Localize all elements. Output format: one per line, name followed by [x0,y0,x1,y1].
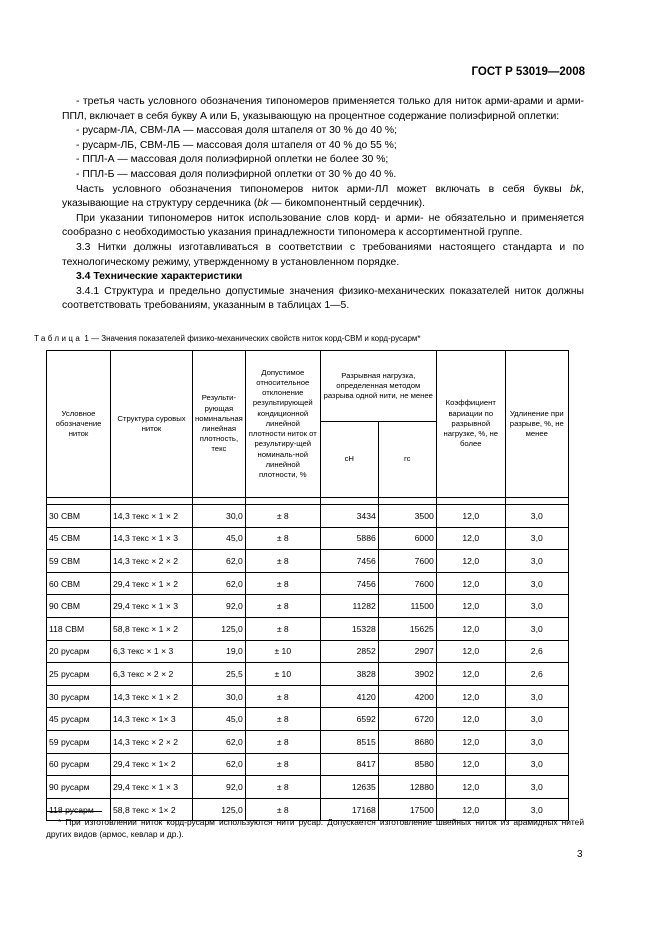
cell-elongation: 3,0 [505,527,568,550]
paragraph-third-part: - третья часть условного обозначения типономеров применяется только для ниток арми-арами и арми-ППЛ, включает в себя букву А или Б, указывающую на процентное содержание полиэфирной оплетки: [62,96,584,122]
cell-elongation: 2,6 [505,663,568,686]
cell-load-cn: 6592 [320,708,378,731]
cell-load-gs: 3500 [378,505,436,528]
cell-load-gs: 15625 [378,617,436,640]
cell-density: 62,0 [193,550,246,573]
table-row [47,595,569,618]
table-row [47,753,569,776]
cell-variation: 12,0 [436,753,505,776]
cell-variation: 12,0 [436,730,505,753]
cell-structure: 14,3 текс × 1 × 2 [111,505,193,528]
cell-variation: 12,0 [436,572,505,595]
cell-variation: 12,0 [436,708,505,731]
cell-elongation: 3,0 [505,708,568,731]
cell-load-gs: 8680 [378,730,436,753]
cell-variation: 12,0 [436,685,505,708]
cell-designation: 30 русарм [47,685,111,708]
cell-load-gs: 7600 [378,572,436,595]
cell-load-gs: 17500 [378,798,436,821]
cell-elongation: 3,0 [505,595,568,618]
cell-designation: 30 СВМ [47,505,111,528]
cell-load-gs: 12880 [378,776,436,799]
cell-deviation: ± 8 [245,595,320,618]
cell-elongation: 3,0 [505,776,568,799]
cell-deviation: ± 8 [245,617,320,640]
header-variation: Коэффициент вариации по разрывной нагрузке, %, не более [436,351,505,498]
cell-designation: 20 русарм [47,640,111,663]
cell-load-cn: 3828 [320,663,378,686]
body-text [62,95,584,314]
footnote-separator [46,811,102,812]
cell-designation: 90 русарм [47,776,111,799]
cell-load-cn: 8417 [320,753,378,776]
cell-deviation: ± 8 [245,527,320,550]
cell-variation: 12,0 [436,776,505,799]
header-designation: Условное обозначение ниток [47,351,111,498]
cell-density: 25,5 [193,663,246,686]
cell-variation: 12,0 [436,550,505,573]
cell-load-cn: 7456 [320,572,378,595]
cell-elongation: 3,0 [505,730,568,753]
cell-designation: 90 СВМ [47,595,111,618]
list-item: - ППЛ-А — массовая доля полиэфирной оплетки не более 30 %; [76,154,389,166]
cell-structure: 58,8 текс × 1× 2 [111,798,193,821]
table-row [47,550,569,573]
cell-elongation: 3,0 [505,572,568,595]
cell-variation: 12,0 [436,663,505,686]
header-load-gs: гс [378,422,436,498]
cell-load-gs: 6000 [378,527,436,550]
cell-designation: 59 СВМ [47,550,111,573]
cell-load-gs: 11500 [378,595,436,618]
cell-load-cn: 11282 [320,595,378,618]
table-row [47,685,569,708]
cell-density: 62,0 [193,572,246,595]
cell-load-cn: 12635 [320,776,378,799]
header-elongation: Удлинение при разрыве, %, не менее [505,351,568,498]
table-row [47,617,569,640]
cell-load-cn: 17168 [320,798,378,821]
cell-structure: 29,4 текс × 1 × 3 [111,595,193,618]
cell-elongation: 2,6 [505,640,568,663]
cell-deviation: ± 8 [245,550,320,573]
cell-density: 62,0 [193,730,246,753]
cell-density: 45,0 [193,708,246,731]
table-row [47,527,569,550]
list-item: - русарм-ЛБ, СВМ-ЛБ — массовая доля штапеля от 40 % до 55 %; [76,139,397,151]
cell-variation: 12,0 [436,617,505,640]
cell-density: 30,0 [193,505,246,528]
cell-designation: 25 русарм [47,663,111,686]
cell-structure: 29,4 текс × 1 × 3 [111,776,193,799]
header-deviation: Допустимое относительное отклонение результирующей кондиционной линейной плотности ниток от результиру-щей номиналь-ной линейной плотности, % [245,351,320,498]
cell-load-gs: 7600 [378,550,436,573]
cell-load-cn: 8515 [320,730,378,753]
cell-density: 92,0 [193,595,246,618]
cell-load-gs: 6720 [378,708,436,731]
cell-deviation: ± 8 [245,776,320,799]
cell-designation: 118 русарм [47,798,111,821]
table-row [47,730,569,753]
table-row [47,663,569,686]
cell-density: 92,0 [193,776,246,799]
cell-deviation: ± 8 [245,505,320,528]
cell-designation: 118 СВМ [47,617,111,640]
cell-load-cn: 2852 [320,640,378,663]
cell-designation: 45 СВМ [47,527,111,550]
cell-designation: 60 СВМ [47,572,111,595]
cell-density: 19,0 [193,640,246,663]
cell-structure: 14,3 текс × 1× 3 [111,708,193,731]
cell-elongation: 3,0 [505,685,568,708]
cell-load-cn: 3434 [320,505,378,528]
header-structure: Структура суровых ниток [111,351,193,498]
cell-load-gs: 2907 [378,640,436,663]
page-number: 3 [577,849,583,860]
cell-density: 45,0 [193,527,246,550]
table-caption: Таблица 1 — Значения показателей физико-механических свойств ниток корд-СВМ и корд-русарм* [34,334,421,343]
table-row [47,708,569,731]
cell-deviation: ± 8 [245,685,320,708]
cell-designation: 59 русарм [47,730,111,753]
footnote: * При изготовлении ниток корд-русарм используются нити русар. Допускается изготовление швейных ниток из арамидных нитей других видов (армос, кевлар и др.). [46,817,584,840]
section-heading-3-4: 3.4 Технические характеристики [76,271,243,283]
cell-load-cn: 7456 [320,550,378,573]
cell-variation: 12,0 [436,595,505,618]
cell-structure: 58,8 текс × 1 × 2 [111,617,193,640]
cell-elongation: 3,0 [505,505,568,528]
cell-variation: 12,0 [436,798,505,821]
cell-structure: 14,3 текс × 1 × 2 [111,685,193,708]
list-item: - русарм-ЛА, СВМ-ЛА — массовая доля штапеля от 30 % до 40 %; [76,125,397,137]
cell-load-cn: 4120 [320,685,378,708]
table-row [47,776,569,799]
cell-load-cn: 15328 [320,617,378,640]
cell-structure: 14,3 текс × 2 × 2 [111,550,193,573]
cell-deviation: ± 8 [245,753,320,776]
cell-deviation: ± 8 [245,708,320,731]
paragraph-3-3: 3.3 Нитки должны изготавливаться в соответствии с требованиями настоящего стандарта и по технологическому режиму, утвержденному в установленном порядке. [62,241,584,268]
cell-elongation: 3,0 [505,550,568,573]
cell-density: 62,0 [193,753,246,776]
table-row [47,572,569,595]
cell-deviation: ± 8 [245,730,320,753]
document-id: ГОСТ Р 53019—2008 [471,66,585,78]
cell-density: 125,0 [193,617,246,640]
cell-load-gs: 8580 [378,753,436,776]
cell-structure: 6,3 текс × 1 × 3 [111,640,193,663]
cell-variation: 12,0 [436,505,505,528]
paragraph-3-4-1: 3.4.1 Структура и предельно допустимые значения физико-механических показателей ниток должны соответствовать требованиям, указанным в таблицах 1—5. [62,285,584,312]
properties-table [46,350,569,821]
cell-elongation: 3,0 [505,798,568,821]
cell-structure: 29,4 текс × 1× 2 [111,753,193,776]
header-density: Результи-рующая номинальная линейная плотность, текс [193,351,246,498]
cell-structure: 29,4 текс × 1 × 2 [111,572,193,595]
cell-variation: 12,0 [436,527,505,550]
cell-deviation: ± 10 [245,640,320,663]
cell-elongation: 3,0 [505,753,568,776]
cell-designation: 45 русарм [47,708,111,731]
cell-density: 30,0 [193,685,246,708]
cell-elongation: 3,0 [505,617,568,640]
header-breaking-load: Разрывная нагрузка, определенная методом разрыва одной нити, не менее [320,351,436,422]
cell-deviation: ± 8 [245,572,320,595]
cell-designation: 60 русарм [47,753,111,776]
cell-load-gs: 3902 [378,663,436,686]
cell-deviation: ± 10 [245,663,320,686]
cell-density: 125,0 [193,798,246,821]
cell-structure: 14,3 текс × 2 × 2 [111,730,193,753]
cell-structure: 14,3 текс × 1 × 3 [111,527,193,550]
table-row [47,505,569,528]
cell-deviation: ± 8 [245,798,320,821]
paragraph-typenumbers: При указании типономеров ниток использование слов корд- и арми- не обязательно и применяется сообразно с необходимостью указания принадлежности типономера к ассортиментной группе. [62,212,584,239]
table-row [47,640,569,663]
header-load-cn: сН [320,422,378,498]
list-item: - ППЛ-Б — массовая доля полиэфирной оплетки от 30 % до 40 %. [76,168,397,180]
cell-load-gs: 4200 [378,685,436,708]
paragraph-armi-ll: Часть условного обозначения типономеров ниток арми-ЛЛ может включать в себя буквы bk, указывающие на структуру сердечника (bk — бикомпонентный сердечник). [62,183,584,210]
cell-variation: 12,0 [436,640,505,663]
cell-load-cn: 5886 [320,527,378,550]
cell-structure: 6,3 текс × 2 × 2 [111,663,193,686]
